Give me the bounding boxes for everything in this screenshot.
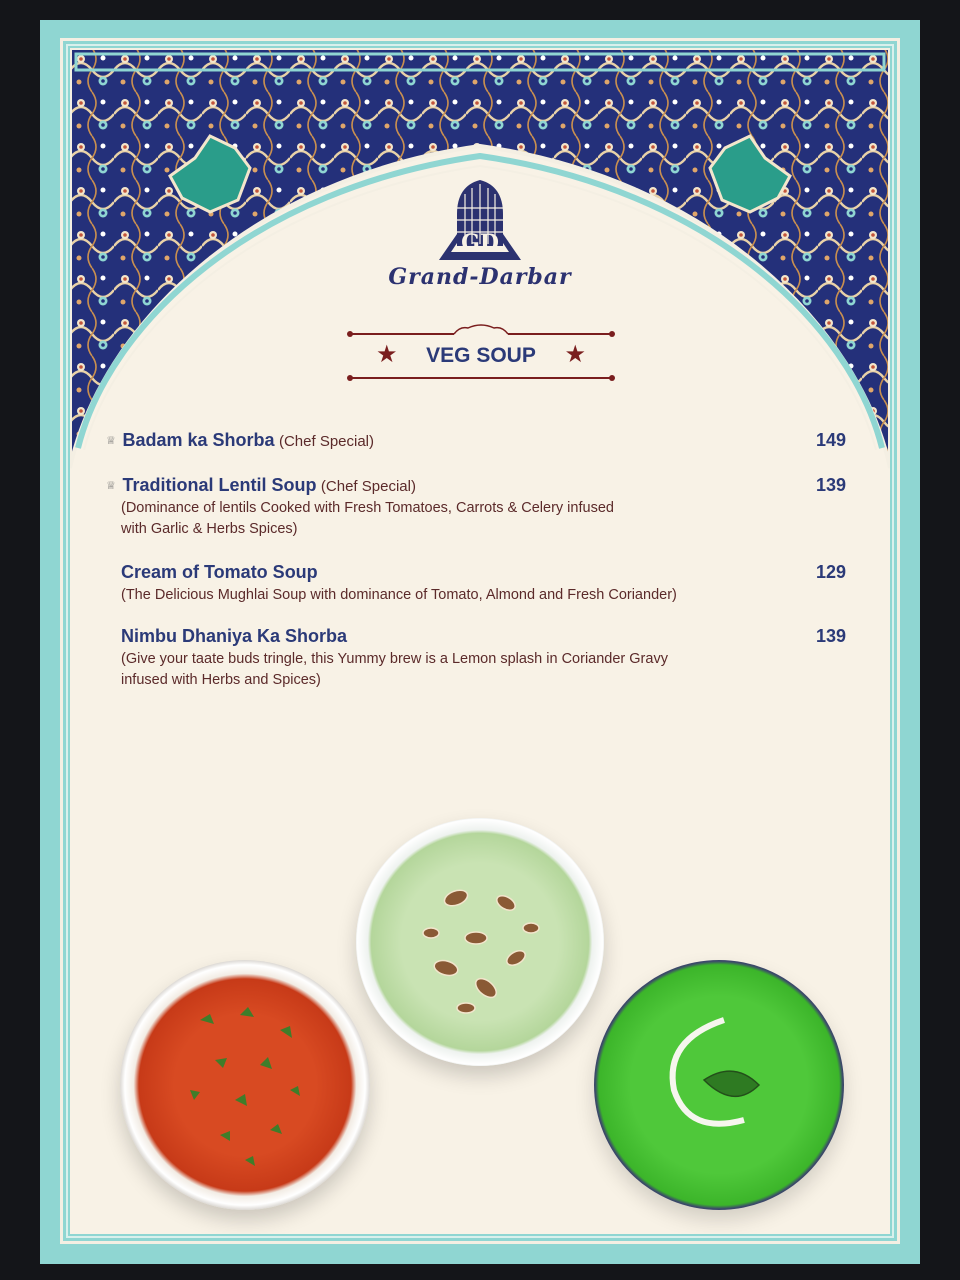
item-name: Traditional Lentil Soup [122, 475, 317, 495]
item-name: Nimbu Dhaniya Ka Shorba [121, 626, 348, 646]
star-icon-right: ★ [564, 341, 586, 368]
item-description: (Give your taate buds tringle, this Yummy brew is a Lemon splash in Coriander Gravy infused with Herbs and Spices) [121, 651, 668, 688]
star-icon-left: ★ [376, 341, 398, 368]
chef-hat-icon: ♕ [106, 435, 116, 447]
almond-soup-bowl [356, 818, 604, 1066]
section-title: VEG SOUP [426, 344, 536, 367]
almond-garnish [356, 818, 604, 1066]
cream-swirl [594, 960, 844, 1210]
brand-logo [70, 178, 890, 290]
menu-page [70, 48, 890, 1234]
brand-name: Grand-Darbar [388, 264, 572, 290]
chef-hat-icon: ♕ [106, 480, 116, 492]
section-header [346, 324, 616, 386]
item-name: Badam ka Shorba [122, 430, 275, 450]
item-description: (The Delicious Mughlai Soup with dominance of Tomato, Almond and Fresh Coriander) [121, 587, 677, 603]
item-price: 139 [815, 475, 846, 495]
palace-icon [435, 178, 525, 264]
menu-item [106, 562, 846, 606]
item-note: (Chef Special) [320, 478, 416, 495]
item-price: 139 [815, 626, 846, 646]
menu-item [106, 626, 846, 691]
herb-garnish [120, 960, 370, 1210]
item-note: (Chef Special) [278, 433, 375, 450]
item-price: 149 [815, 430, 846, 450]
spinach-soup-bowl [594, 960, 844, 1210]
item-price: 129 [815, 562, 846, 582]
menu-item [106, 475, 846, 540]
spinach-leaf-icon [704, 1071, 759, 1096]
tomato-soup-bowl [120, 960, 370, 1210]
item-description: (Dominance of lentils Cooked with Fresh Tomatoes, Carrots & Celery infused with Garlic & Herbs Spices) [121, 500, 614, 537]
menu-item [106, 430, 846, 451]
svg-text:GD: GD [461, 230, 499, 256]
item-name: Cream of Tomato Soup [121, 562, 318, 582]
